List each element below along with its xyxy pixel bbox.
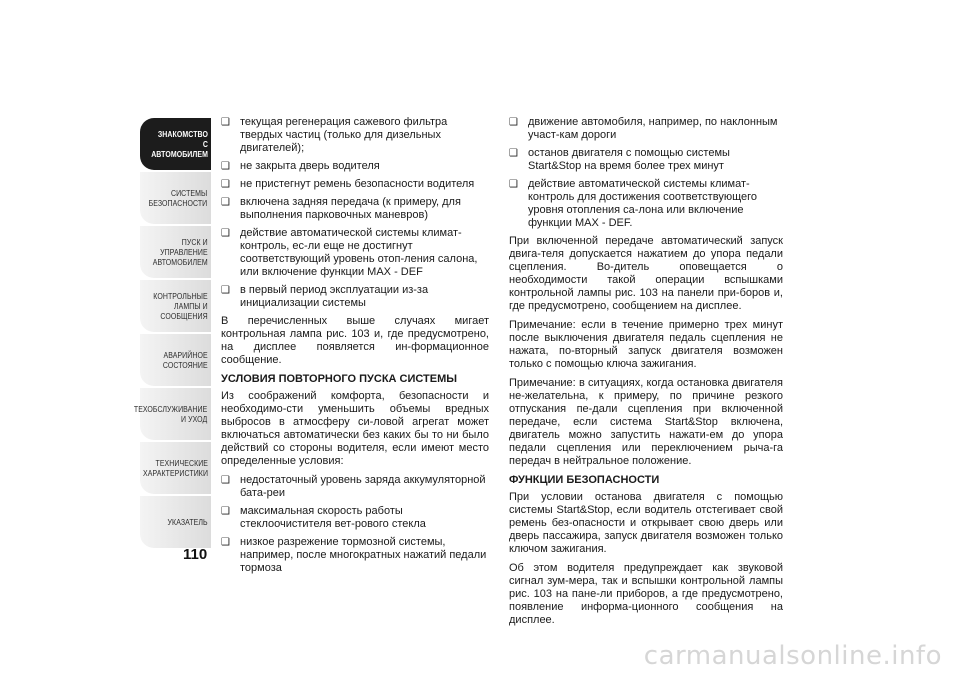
paragraph: В перечисленных выше случаях мигает контрольная лампа рис. 103 и, где предусмотрено, на дисплее появляется ин-формационное сообщение. bbox=[221, 315, 489, 366]
paragraph: При условии останова двигателя с помощью системы Start&Stop, если водитель отстегивает свой ремень без-опасности и открывает свою дверь или дверь пассажира, запуск двигателя возможен только ключом зажигания. bbox=[509, 491, 783, 555]
paragraph: Из соображений комфорта, безопасности и необходимо-сти уменьшить объемы вредных выбросов в атмосферу си-ловой агрегат может включаться автоматически без каких бы то ни было действий со стороны водителя, если имеют место определенные условия: bbox=[221, 390, 489, 467]
list-item: ❑ действие автоматической системы климат-контроль, ес-ли еще не достигнут соответствующий уровень отоп-ления салона, или включение функции MAX - DEF bbox=[221, 227, 489, 279]
tab-index[interactable] bbox=[140, 496, 211, 548]
tab-label: ЗНАКОМСТВО С АВТОМОБИЛЕМ bbox=[150, 129, 208, 159]
list-item: ❑ низкое разрежение тормозной системы, например, после многократных нажатий педали тормоза bbox=[221, 536, 489, 575]
list-item: ❑ текущая регенерация сажевого фильтра твердых частиц (только для дизельных двигателей); bbox=[221, 116, 489, 155]
tab-label: УКАЗАТЕЛЬ bbox=[167, 517, 208, 527]
tab-emergency[interactable] bbox=[140, 334, 211, 386]
tab-start-drive[interactable] bbox=[140, 226, 211, 278]
list-item: ❑ не закрыта дверь водителя bbox=[221, 160, 489, 173]
list-item: ❑ включена задняя передача (к примеру, для выполнения парковочных маневров) bbox=[221, 196, 489, 222]
paragraph: Примечание: в ситуациях, когда остановка двигателя не-желательна, к примеру, по причине резкого отпускания пе-дали сцепления при включенной передаче, если система Start&Stop включена, двигатель можно запустить нажати-ем до упора педали сцепления или переключением рыча-га передач в нейтральное положение. bbox=[509, 377, 783, 467]
list-item: ❑ в первый период эксплуатации из-за инициализации системы bbox=[221, 284, 489, 310]
tab-specifications[interactable] bbox=[140, 442, 211, 494]
section-heading: УСЛОВИЯ ПОВТОРНОГО ПУСКА СИСТЕМЫ bbox=[221, 373, 458, 385]
watermark: carmanualsonline.info bbox=[643, 641, 942, 671]
list-item: ❑ действие автоматической системы климат-контроль для достижения соответствующего уровня отопления са-лона или включение функции MAX - DEF. bbox=[509, 178, 783, 230]
tab-label: ПУСК И УПРАВЛЕНИЕ АВТОМОБИЛЕМ bbox=[152, 237, 208, 267]
tab-label: ТЕХОБСЛУЖИВАНИЕ И УХОД bbox=[134, 404, 208, 424]
paragraph: При включенной передаче автоматический запуск двига-теля допускается нажатием до упора педали сцепления. Во-дитель оповещается о необходимости такой операции вспышками контрольной лампы рис. 103 на панели при-боров и, где предусмотрено, сообщением на дисплее. bbox=[509, 235, 783, 312]
text-column-right bbox=[509, 116, 783, 633]
section-heading: ФУНКЦИИ БЕЗОПАСНОСТИ bbox=[509, 474, 660, 486]
tab-warning-lights[interactable] bbox=[140, 280, 211, 332]
condition-list bbox=[221, 116, 489, 310]
tab-intro[interactable] bbox=[140, 118, 211, 170]
tab-safety[interactable] bbox=[140, 172, 211, 224]
list-item: ❑ не пристегнут ремень безопасности водителя bbox=[221, 178, 489, 191]
tab-label: ТЕХНИЧЕСКИЕ ХАРАКТЕРИСТИКИ bbox=[142, 458, 208, 478]
list-item: ❑ останов двигателя с помощью системы Start&Stop на время более трех минут bbox=[509, 147, 783, 173]
paragraph: Примечание: если в течение примерно трех минут после выключения двигателя педаль сцепления не нажата, по-вторный запуск двигателя возможен только с помощью ключа зажигания. bbox=[509, 319, 783, 370]
restart-condition-list bbox=[221, 474, 489, 575]
paragraph: Об этом водителя предупреждает как звуковой сигнал зум-мера, так и вспышки контрольной лампы рис. 103 на пане-ли приборов, а где предусмотрено, появление информа-ционного сообщения на дисплее. bbox=[509, 562, 783, 626]
list-item: ❑ движение автомобиля, например, по наклонным участ-кам дороги bbox=[509, 116, 783, 142]
tab-label: АВАРИЙНОЕ СОСТОЯНИЕ bbox=[162, 350, 208, 370]
restart-condition-list-continued bbox=[509, 116, 783, 230]
text-column-left bbox=[221, 116, 489, 580]
list-item: ❑ недостаточный уровень заряда аккумуляторной бата-реи bbox=[221, 474, 489, 500]
list-item: ❑ максимальная скорость работы стеклоочистителя вет-рового стекла bbox=[221, 505, 489, 531]
tab-label: КОНТРОЛЬНЫЕ ЛАМПЫ И СООБЩЕНИЯ bbox=[153, 291, 208, 321]
page-number: 110 bbox=[183, 546, 208, 563]
tab-label: СИСТЕМЫ БЕЗОПАСНОСТИ bbox=[149, 188, 208, 208]
chapter-sidebar bbox=[134, 118, 211, 550]
tab-maintenance[interactable] bbox=[134, 388, 211, 440]
